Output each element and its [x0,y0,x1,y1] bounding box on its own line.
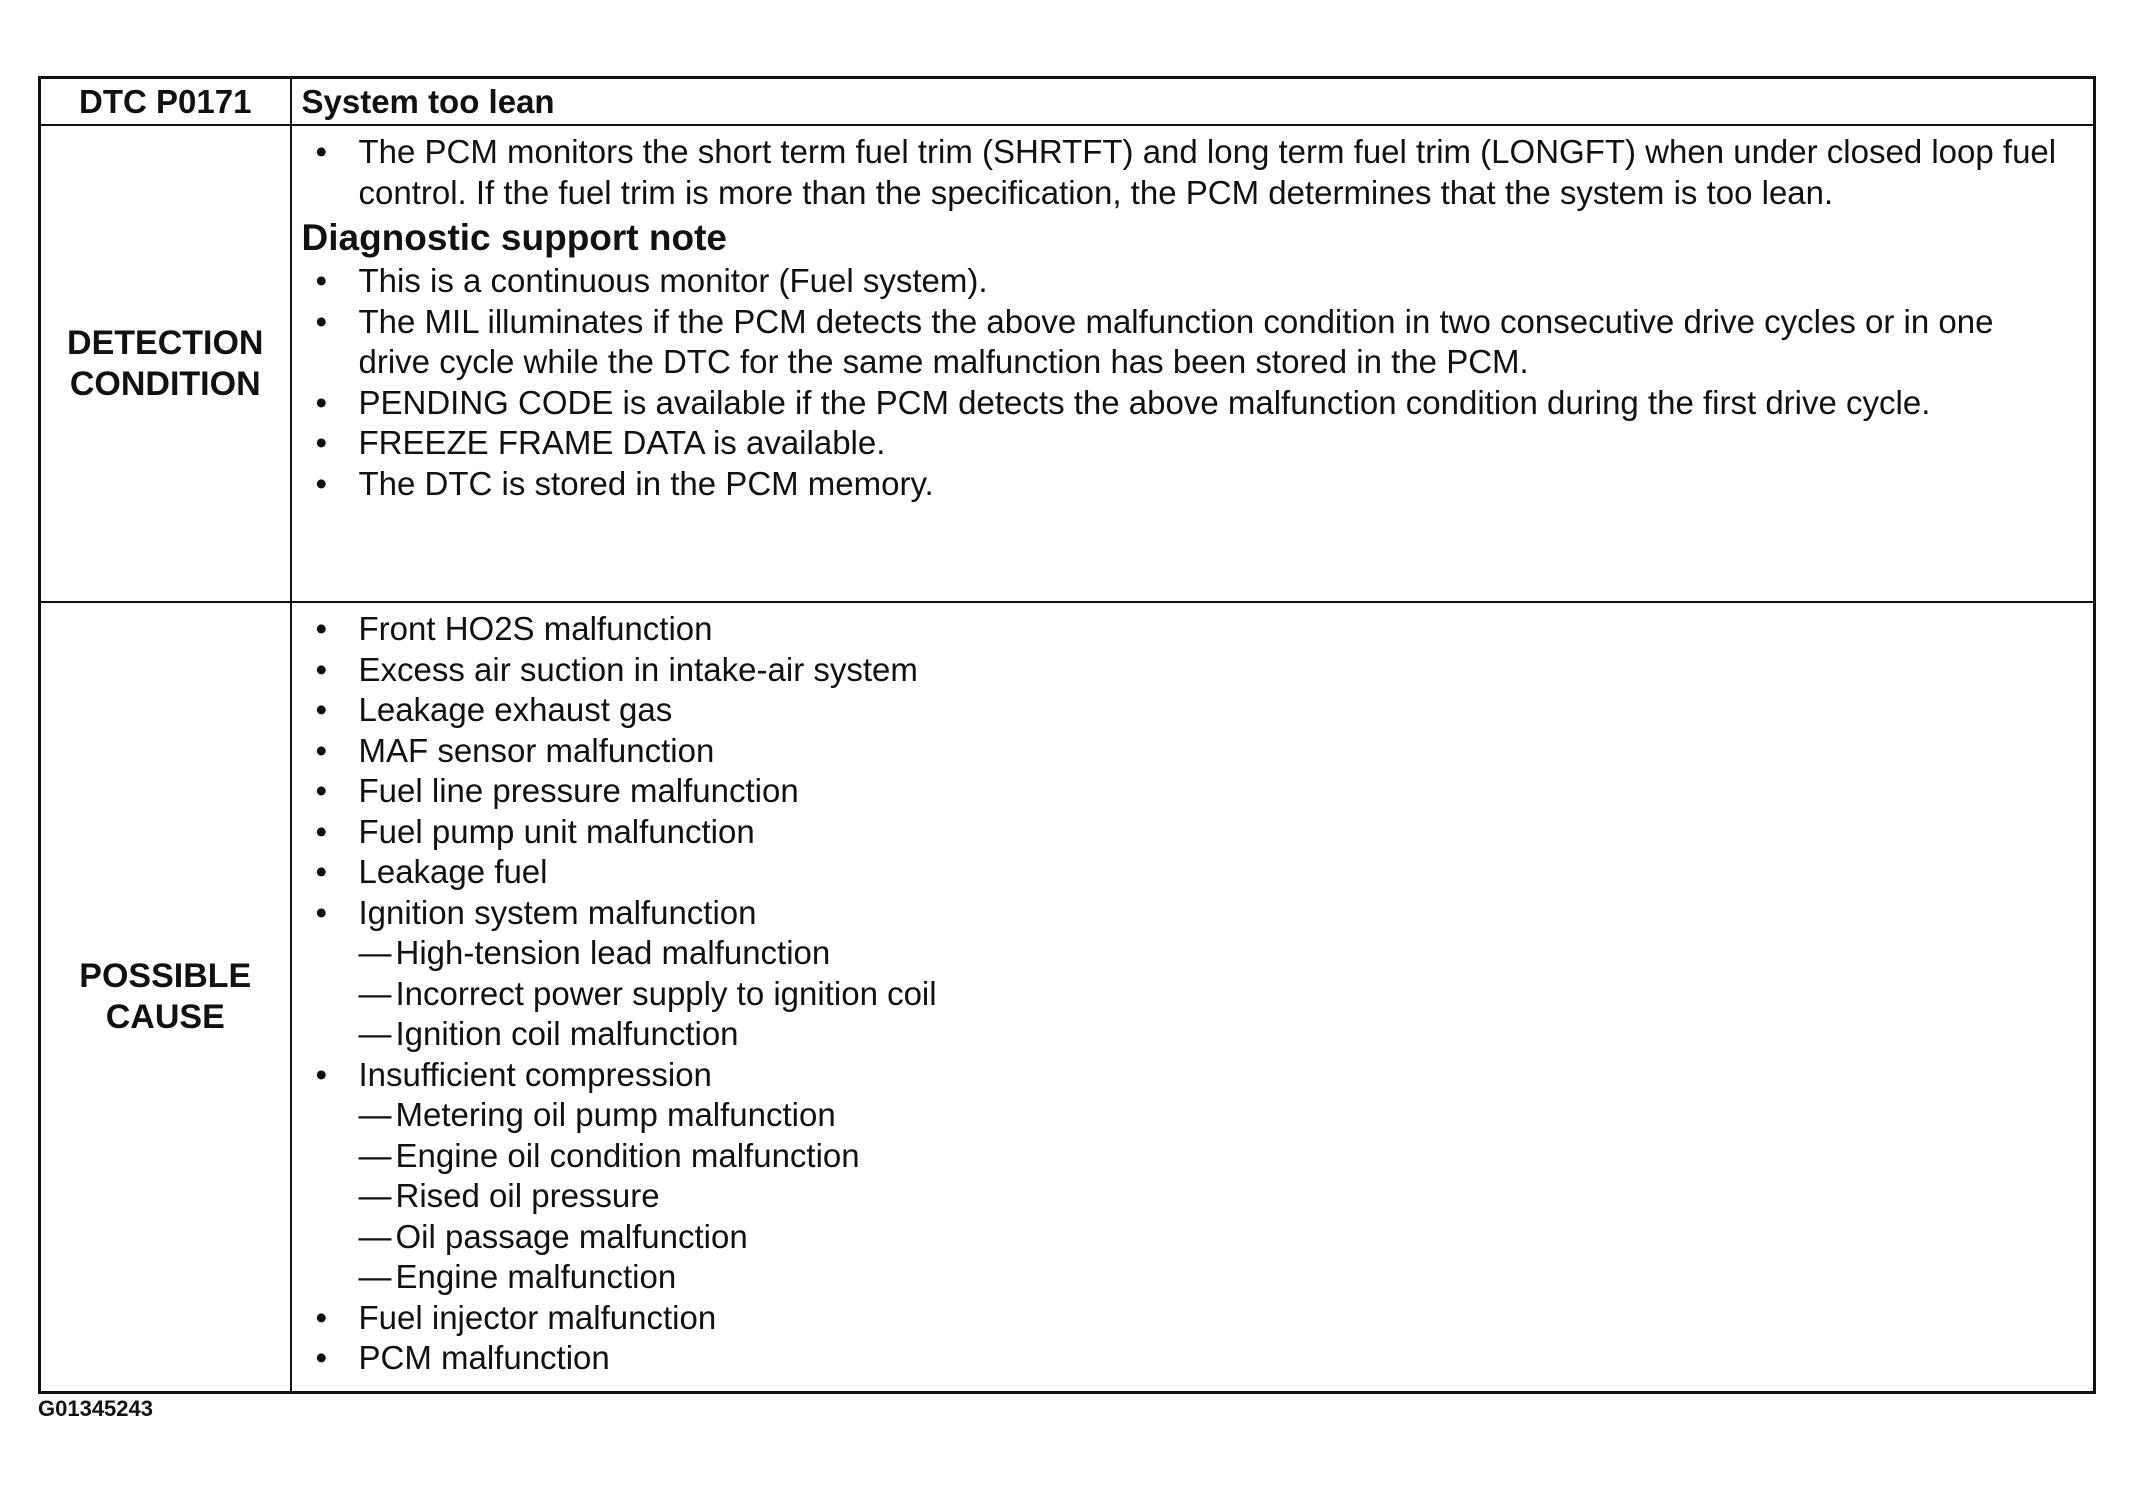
sub-item-label: Oil passage malfunction [395,1217,748,1255]
dash-mark: — [358,1015,392,1052]
list-item: • MAF sensor malfunction [302,731,2074,772]
ignition-sub-list [359,933,2074,1055]
sub-item [359,933,2074,974]
detection-label-line1: DETECTION [67,323,264,362]
list-item: • The PCM monitors the short term fuel trim (SHRTFT) and long term fuel trim (LONGFT) when under closed loop fuel control. If the fuel trim is more than the specification, the PCM determines that the system is too lean. [302,132,2074,213]
list-item: • Excess air suction in intake-air system [302,650,2074,691]
list-item-label: Insufficient compression [358,1055,712,1093]
sub-item [359,1014,2074,1055]
list-item: • Front HO2S malfunction [302,609,2074,650]
possible-cause-list [302,609,2074,1379]
possible-cause-body [291,602,2095,1393]
sub-item [359,1217,2074,1258]
sub-item-label: Metering oil pump malfunction [395,1096,836,1133]
cause-label-line1: POSSIBLE [79,957,252,995]
sub-item-label: Ignition coil malfunction [395,1015,739,1052]
sub-item [359,1136,2074,1177]
figure-id: G01345243 [38,1396,153,1421]
sub-item [359,1176,2074,1217]
dash-mark: — [358,1136,392,1174]
dtc-code: DTC P0171 [40,78,291,126]
sub-item-label: Engine malfunction [395,1258,677,1295]
list-item: • This is a continuous monitor (Fuel system). [302,261,2074,302]
dash-mark: — [358,974,392,1012]
list-item-ignition-system [302,893,2074,1055]
list-item: • Fuel pump unit malfunction [302,812,2074,853]
list-item: • Leakage exhaust gas [302,690,2074,731]
list-item: • PENDING CODE is available if the PCM detects the above malfunction condition during the first drive cycle. [302,383,2074,424]
detection-condition-label [40,125,291,602]
sub-item-label: Incorrect power supply to ignition coil [395,974,937,1012]
dash-mark: — [358,1177,392,1214]
sub-item [359,1095,2074,1136]
diagnostic-note-list [302,261,2074,504]
list-item: • Leakage fuel [302,852,2074,893]
detection-intro-list [302,132,2074,213]
dtc-title: System too lean [291,78,2095,126]
compression-sub-list [359,1095,2074,1298]
list-item: • Fuel line pressure malfunction [302,771,2074,812]
possible-cause-label [40,602,291,1393]
detection-condition-row [40,125,2095,602]
detection-label-line2: CONDITION [69,364,261,403]
dash-mark: — [358,1096,392,1133]
dash-mark: — [358,1258,392,1295]
list-item: • The MIL illuminates if the PCM detects the above malfunction condition in two consecutive drive cycles or in one drive cycle while the DTC for the same malfunction has been stored in the PCM. [302,302,2074,383]
list-item: • FREEZE FRAME DATA is available. [302,423,2074,464]
diagnostic-support-note-heading: Diagnostic support note [301,217,727,258]
dash-mark: — [358,934,392,971]
list-item: • The DTC is stored in the PCM memory. [302,464,2074,505]
list-item: • Fuel injector malfunction [302,1298,2074,1339]
possible-cause-row [40,602,2095,1393]
list-item: • PCM malfunction [302,1338,2074,1379]
header-row [40,78,2095,126]
sub-item [359,1257,2074,1298]
sub-item [359,974,2074,1015]
sub-item-label: Rised oil pressure [395,1177,660,1214]
list-item-label: Ignition system malfunction [358,893,757,931]
sub-item-label: Engine oil condition malfunction [395,1136,860,1174]
cause-label-line2: CAUSE [105,998,225,1036]
sub-item-label: High-tension lead malfunction [395,934,831,971]
dash-mark: — [358,1217,392,1255]
detection-condition-body [291,125,2095,602]
dtc-table [38,76,2096,1394]
list-item-insufficient-compression [302,1055,2074,1298]
